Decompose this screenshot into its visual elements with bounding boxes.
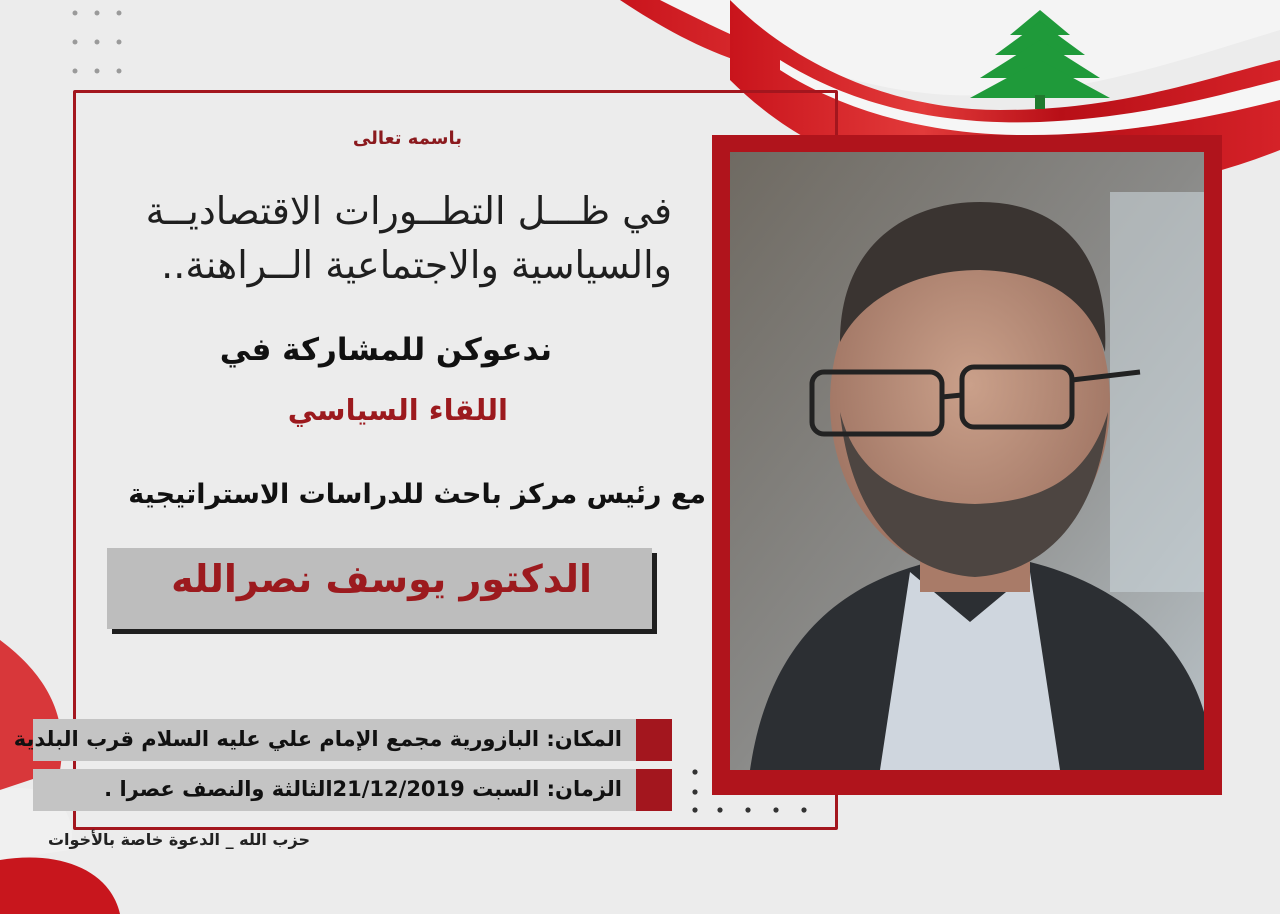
time-text: الزمان: السبت 21/12/2019الثالثة والنصف عصرا .	[104, 777, 622, 801]
headline-line-2: والسياسية والاجتماعية الــراهنة..	[161, 243, 672, 287]
place-text: المكان: البازورية مجمع الإمام علي عليه السلام قرب البلدية	[13, 727, 622, 751]
headline-line-1: في ظـــل التطــورات الاقتصاديــة	[145, 189, 672, 233]
basmala-heading: باسمه تعالى	[352, 128, 462, 149]
event-title: اللقاء السياسي	[287, 393, 508, 427]
time-bar-accent	[636, 769, 672, 811]
footer-note: حزب الله _ الدعوة خاصة بالأخوات	[47, 830, 310, 849]
invitation-line: ندعوكن للمشاركة في	[219, 332, 552, 368]
speaker-photo	[730, 152, 1204, 770]
place-bar-accent	[636, 719, 672, 761]
headline	[146, 184, 672, 292]
speaker-role: مع رئيس مركز باحث للدراسات الاستراتيجية	[128, 479, 706, 510]
dot-grid-icon	[70, 8, 130, 78]
speaker-name: الدكتور يوسف نصرالله	[171, 557, 592, 601]
